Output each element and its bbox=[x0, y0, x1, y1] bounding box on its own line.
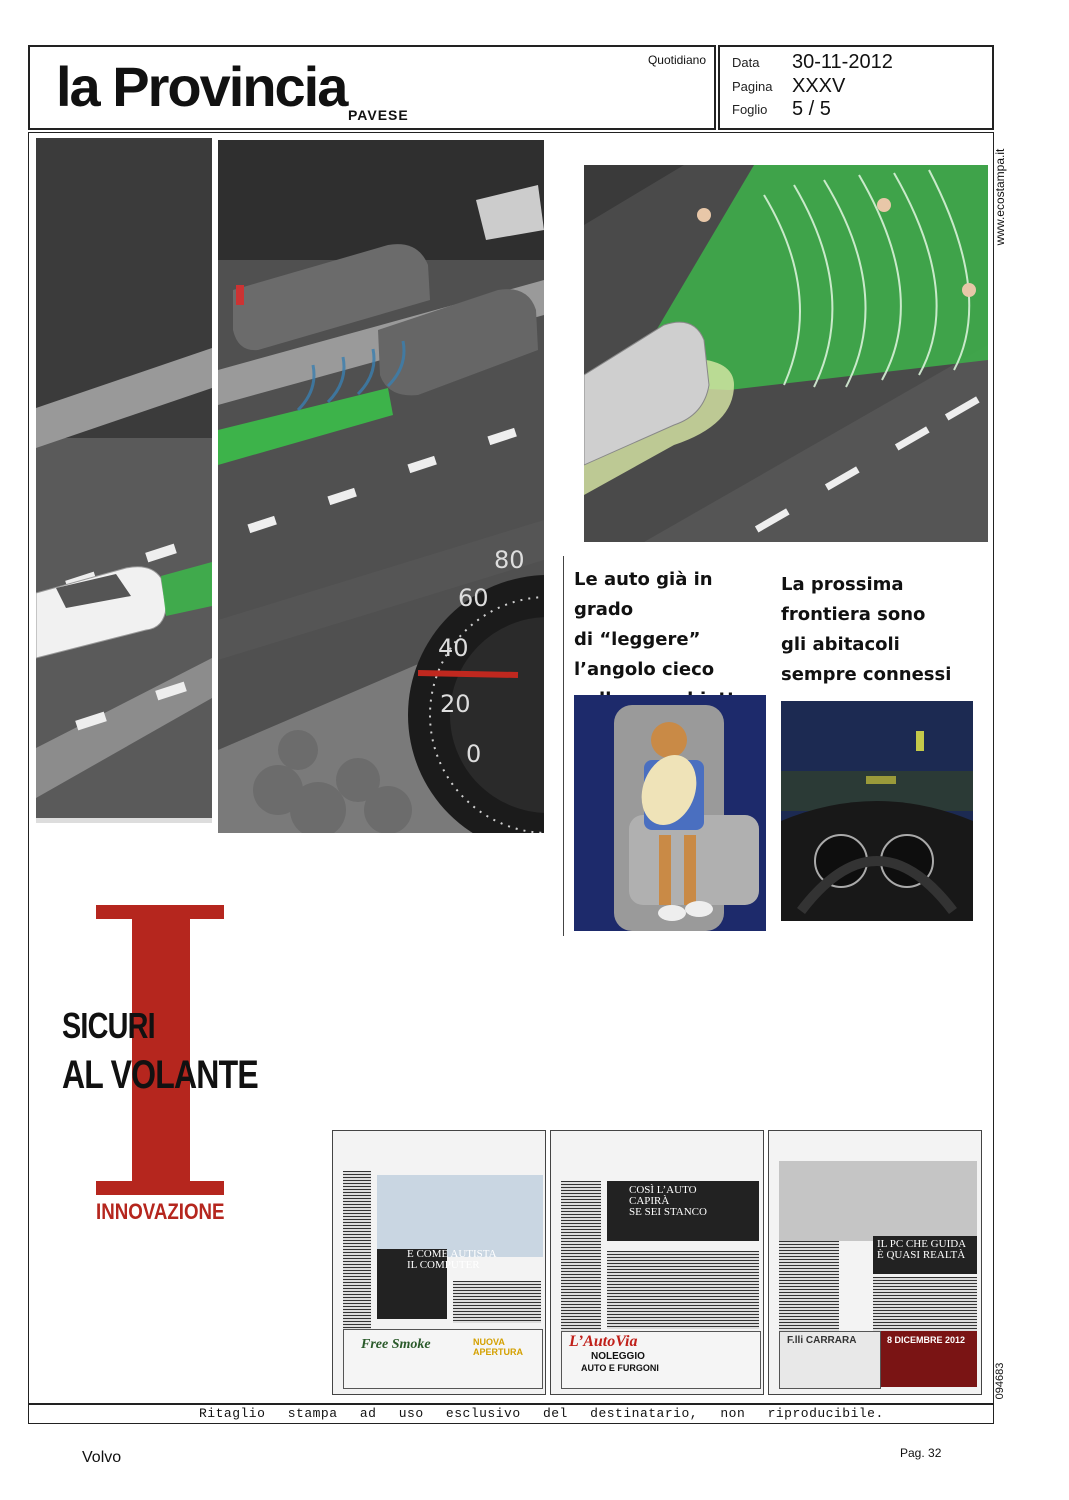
meta-value-date: 30-11-2012 bbox=[792, 51, 893, 73]
masthead-box bbox=[28, 45, 716, 130]
thumb-headline-line: IL PC CHE GUIDA bbox=[877, 1238, 967, 1250]
dashboard-photo bbox=[781, 701, 973, 921]
section-line-2: AL VOLANTE bbox=[62, 1053, 258, 1097]
speed-tick-40: 40 bbox=[438, 634, 469, 662]
crash-dummy-photo bbox=[574, 695, 766, 931]
meta-value-page: XXXV bbox=[792, 75, 846, 97]
road-photo-left bbox=[36, 138, 212, 823]
pedestrian bbox=[697, 208, 711, 222]
thumb-headline-line: È QUASI REALTÀ bbox=[877, 1249, 966, 1261]
caption-line: La prossima bbox=[781, 574, 904, 595]
publication-type: Quotidiano bbox=[647, 53, 706, 67]
section-label: INNOVAZIONE bbox=[96, 1199, 225, 1224]
speed-tick-0: 0 bbox=[466, 740, 482, 768]
thumb-ad-text: Free Smoke bbox=[361, 1337, 431, 1352]
thumb-ad-text: AUTO E FURGONI bbox=[581, 1363, 659, 1373]
speed-tick-20: 20 bbox=[440, 690, 471, 718]
radar-photo bbox=[584, 165, 988, 542]
meta-box bbox=[718, 45, 994, 130]
meta-label-date: Data bbox=[732, 55, 760, 70]
caption-divider bbox=[563, 556, 564, 936]
speed-tick-60: 60 bbox=[458, 584, 489, 612]
caption-blind-spot bbox=[574, 565, 774, 715]
brand-label: Volvo bbox=[82, 1449, 122, 1466]
thumb-headline-line: CAPIRÀ bbox=[629, 1195, 670, 1207]
dashboard-illustration bbox=[781, 701, 973, 921]
speed-tick-80: 80 bbox=[494, 546, 525, 574]
radar-illustration bbox=[584, 165, 988, 542]
clipping-note: Ritaglio stampa ad uso esclusivo del destinatario, non riproducibile. bbox=[199, 1406, 884, 1421]
pedestrian bbox=[962, 283, 976, 297]
caption-line: gli abitacoli bbox=[781, 634, 900, 655]
road-left-illustration bbox=[36, 138, 212, 823]
thumb-ad-text: NUOVA APERTURA bbox=[473, 1337, 524, 1357]
footer-note-box bbox=[28, 1403, 994, 1424]
caption-line: Le auto già in grado bbox=[574, 569, 713, 620]
crash-dummy-illustration bbox=[574, 695, 766, 931]
thumbnail-page-1 bbox=[332, 1130, 546, 1395]
thumb-ad-text: NOLEGGIO bbox=[591, 1351, 645, 1362]
newspaper-subtitle: PAVESE bbox=[348, 107, 409, 123]
road-photo-right bbox=[218, 140, 544, 833]
section-logo bbox=[60, 905, 280, 1235]
road-right-illustration bbox=[218, 140, 544, 833]
meta-label-sheet: Foglio bbox=[732, 102, 768, 117]
caption-line: l’angolo cieco bbox=[574, 659, 715, 680]
thumbnail-page-3 bbox=[768, 1130, 982, 1395]
thumb-headline-line: E COME AUTISTA bbox=[407, 1248, 497, 1260]
thumb-ad-text: F.lli CARRARA bbox=[787, 1335, 857, 1346]
meta-label-page: Pagina bbox=[732, 79, 773, 94]
caption-line: sempre connessi bbox=[781, 664, 952, 685]
archive-code: 094683 bbox=[994, 1362, 1006, 1400]
pedestrian bbox=[877, 198, 891, 212]
caption-connected bbox=[781, 570, 981, 690]
thumbnail-page-2 bbox=[550, 1130, 764, 1395]
thumb-headline-line: SE SEI STANCO bbox=[629, 1206, 707, 1218]
thumb-headline-line: COSÌ L’AUTO bbox=[629, 1184, 697, 1196]
meta-value-sheet: 5 / 5 bbox=[792, 98, 831, 120]
newspaper-title: la Provincia bbox=[56, 55, 347, 118]
website-label: www.ecostampa.it bbox=[993, 148, 1007, 246]
thumb-ad-text: 8 DICEMBRE 2012 bbox=[887, 1335, 966, 1345]
thumb-headline bbox=[407, 1249, 497, 1271]
thumb-ad-text: L’AutoVia bbox=[569, 1333, 638, 1350]
caption-line: di “leggere” bbox=[574, 629, 701, 650]
thumb-headline-line: IL COMPUTER bbox=[407, 1259, 480, 1271]
caption-line: frontiera sono bbox=[781, 604, 926, 625]
thumb-headline bbox=[629, 1185, 707, 1218]
section-line-1: SICURI bbox=[62, 1005, 155, 1046]
thumb-headline bbox=[877, 1239, 966, 1261]
page-number: Pag. 32 bbox=[900, 1446, 942, 1460]
